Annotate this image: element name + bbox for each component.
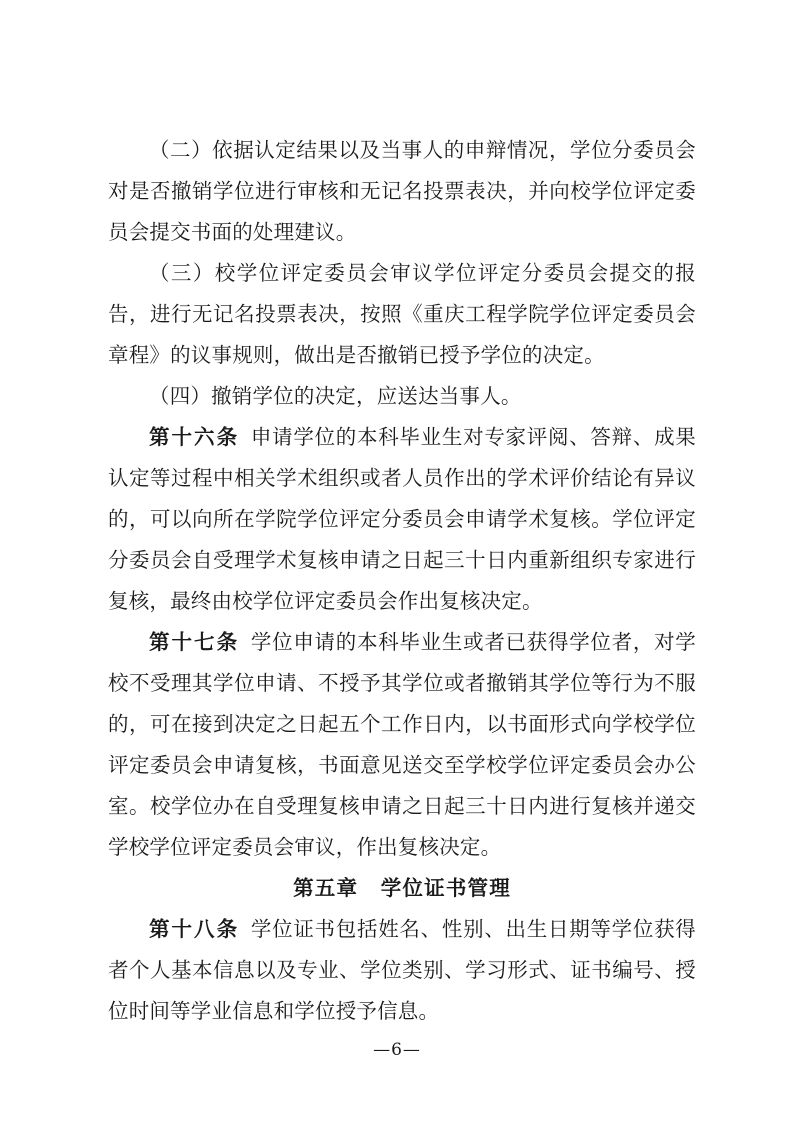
- chapter-heading: [108, 868, 696, 909]
- article-label: 第十八条: [149, 917, 240, 941]
- paragraph-item-3: [108, 253, 696, 376]
- paragraph-text: （三）校学位评定委员会审议学位评定分委员会提交的报告，进行无记名投票表决，按照《重庆工程学院学位评定委员会章程》的议事规则，做出是否撤销已授予学位的决定。: [108, 261, 696, 367]
- page-number: —6—: [373, 1040, 421, 1060]
- article-text: 申请学位的本科毕业生对专家评阅、答辩、成果认定等过程中相关学术组织或者人员作出的学术评价结论有异议的，可以向所在学院学位评定分委员会申请学术复核。学位评定分委员会自受理学术复核申请之日起三十日内重新组织专家进行复核，最终由校学位评定委员会作出复核决定。: [108, 425, 697, 613]
- chapter-title: 学位证书管理: [380, 876, 511, 900]
- article-label: 第十六条: [149, 425, 240, 449]
- document-body: [108, 130, 696, 1032]
- paragraph-text: （四）撤销学位的决定，应送达当事人。: [149, 384, 522, 408]
- article-text: 学位证书包括姓名、性别、出生日期等学位获得者个人基本信息以及专业、学位类别、学习形式、证书编号、授位时间等学业信息和学位授予信息。: [108, 917, 697, 1023]
- article-16: [108, 417, 696, 622]
- article-17: [108, 622, 696, 868]
- page-footer: [0, 1040, 794, 1060]
- chapter-number: 第五章: [293, 876, 359, 900]
- article-text: 学位申请的本科毕业生或者已获得学位者，对学校不受理其学位申请、不授予其学位或者撤销其学位等行为不服的，可在接到决定之日起五个工作日内，以书面形式向学校学位评定委员会申请复核，书面意见送交至学校学位评定委员会办公室。校学位办在自受理复核申请之日起三十日内进行复核并递交学校学位评定委员会审议，作出复核决定。: [108, 630, 697, 859]
- paragraph-text: （二）依据认定结果以及当事人的申辩情况，学位分委员会对是否撤销学位进行审核和无记名投票表决，并向校学位评定委员会提交书面的处理建议。: [108, 138, 696, 244]
- article-label: 第十七条: [149, 630, 240, 654]
- paragraph-item-4: [108, 376, 696, 417]
- article-18: [108, 909, 696, 1032]
- paragraph-item-2: [108, 130, 696, 253]
